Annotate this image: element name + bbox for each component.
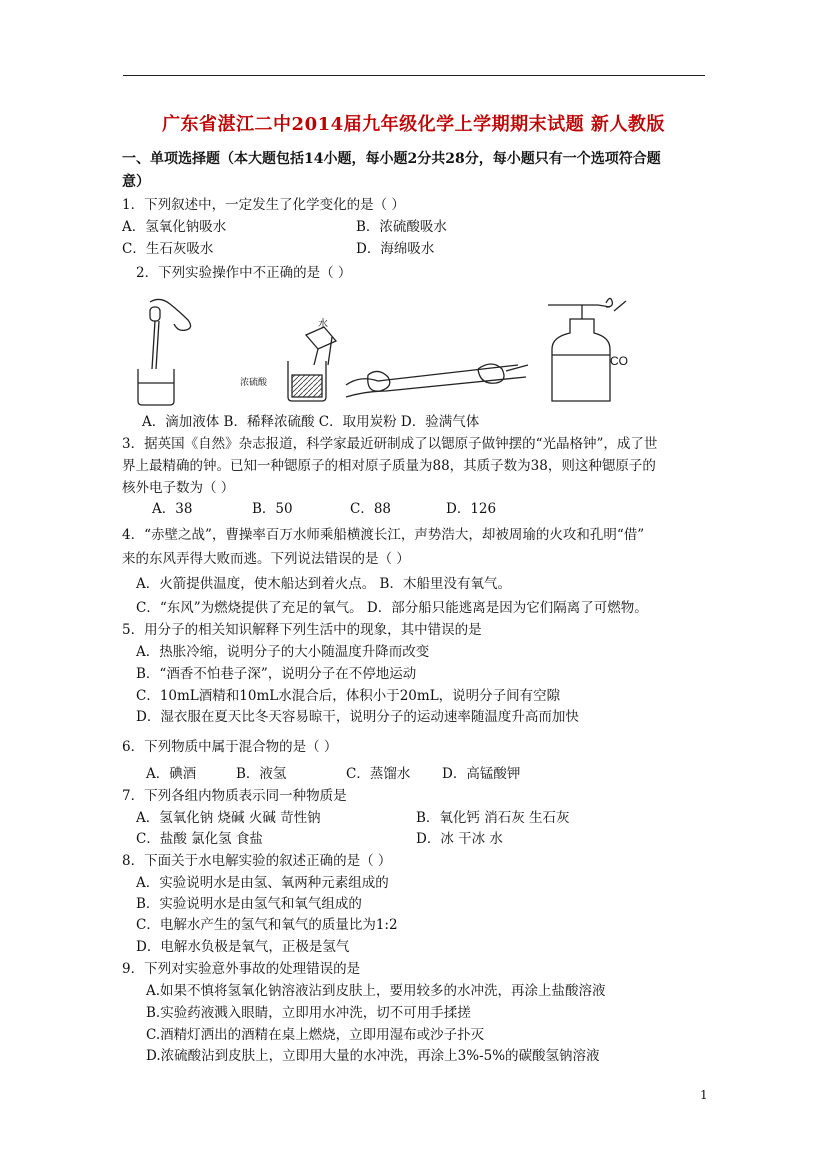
q3-option-b: B．50 <box>252 501 293 517</box>
q3-option-a: A．38 <box>152 501 193 517</box>
q2-stem: 2．下列实验操作中不正确的是（ ） <box>136 265 352 281</box>
q7-option-d: D．冰 干冰 水 <box>416 831 503 847</box>
q3-line1: 3．据英国《自然》杂志报道，科学家最近研制成了以锶原子做钟摆的“光晶格钟”，成了世 <box>122 436 658 452</box>
q5-option-d: D．湿衣服在夏天比冬天容易晾干，说明分子的运动速率随温度升高而加快 <box>136 709 579 725</box>
q8-option-d: D．电解水负极是氧气，正极是氢气 <box>136 939 350 955</box>
q6-option-c: C．蒸馏水 <box>346 766 411 782</box>
q6-stem: 6．下列物质中属于混合物的是（ ） <box>122 739 338 755</box>
q1-stem: 1．下列叙述中，一定发生了化学变化的是（ ） <box>122 197 405 213</box>
q2-options: A．滴加液体 B．稀释浓硫酸 C．取用炭粉 D．验满气体 <box>142 414 480 430</box>
q9-option-c: C.酒精灯洒出的酒精在桌上燃烧，立即用湿布或沙子扑灭 <box>146 1027 485 1043</box>
label-co: CO <box>610 354 628 368</box>
powder-illustration <box>346 364 528 397</box>
q5-option-c: C．10mL酒精和10mL水混合后，体积小于20mL，说明分子间有空隙 <box>136 688 561 704</box>
q5-stem: 5．用分子的相关知识解释下列生活中的现象，其中错误的是 <box>122 622 482 638</box>
label-conc-acid: 浓硫酸 <box>240 378 268 388</box>
header-rule <box>123 75 705 76</box>
page-number: 1 <box>700 1088 708 1102</box>
q3-line2: 界上最精确的钟。已知一种锶原子的相对原子质量为88，其质子数为38，则这种锶原子的 <box>122 458 656 474</box>
q7-stem: 7．下列各组内物质表示同一种物质是 <box>122 788 347 804</box>
q8-option-c: C．电解水产生的氢气和氧气的质量比为1:2 <box>136 917 398 933</box>
q3-option-c: C．88 <box>350 501 392 517</box>
q5-option-a: A．热胀冷缩，说明分子的大小随温度升降而改变 <box>136 644 430 660</box>
q8-option-b: B．实验说明水是由氢气和氧气组成的 <box>136 896 362 912</box>
q9-option-b: B.实验药液溅入眼睛，立即用水冲洗，切不可用手揉搓 <box>146 1005 471 1021</box>
dropper-illustration <box>138 299 191 405</box>
q1-option-d: D．海绵吸水 <box>356 241 435 257</box>
q9-option-d: D.浓硫酸沾到皮肤上，立即用大量的水冲洗，再涂上3%-5%的碳酸氢钠溶液 <box>146 1048 600 1064</box>
q4-options-ab: A．火箭提供温度，使木船达到着火点。 B．木船里没有氧气。 <box>136 576 511 592</box>
q7-option-c: C．盐酸 氯化氢 食盐 <box>136 831 263 847</box>
q9-option-a: A.如果不慎将氢氧化钠溶液沾到皮肤上，要用较多的水冲洗，再涂上盐酸溶液 <box>146 983 606 999</box>
q1-option-b: B．浓硫酸吸水 <box>356 219 447 235</box>
gas-bottle-illustration <box>548 298 626 401</box>
q1-option-c: C．生石灰吸水 <box>122 241 214 257</box>
section-heading: 一、单项选择题（本大题包括14小题，每小题2分共28分，每小题只有一个选项符合题 <box>122 151 661 167</box>
q8-stem: 8．下面关于水电解实验的叙述正确的是（ ） <box>122 853 392 869</box>
q4-line1: 4．“赤壁之战”，曹操率百万水师乘船横渡长江，声势浩大，却被周瑜的火攻和孔明“借” <box>122 527 645 543</box>
page-title: 广东省湛江二中2014届九年级化学上学期期末试题 新人教版 <box>162 114 665 135</box>
q6-option-b: B．液氢 <box>236 766 287 782</box>
dilution-illustration <box>288 327 336 401</box>
q3-line3: 核外电子数为（ ） <box>122 480 235 496</box>
q4-options-cd: C．“东风”为燃烧提供了充足的氧气。 D．部分船只能逃离是因为它们隔离了可燃物。 <box>136 600 648 616</box>
section-heading-cont: 意） <box>122 174 150 190</box>
q6-option-a: A．碘酒 <box>146 766 197 782</box>
q2-figure <box>128 297 648 409</box>
q1-option-a: A．氢氧化钠吸水 <box>122 219 227 235</box>
q7-option-b: B．氧化钙 消石灰 生石灰 <box>416 810 570 826</box>
q9-stem: 9．下列对实验意外事故的处理错误的是 <box>122 961 361 977</box>
q6-option-d: D．高锰酸钾 <box>442 766 521 782</box>
q8-option-a: A．实验说明水是由氢、氧两种元素组成的 <box>136 875 389 891</box>
q7-option-a: A．氢氧化钠 烧碱 火碱 苛性钠 <box>136 810 321 826</box>
label-water: 水 <box>318 319 328 330</box>
q4-line2: 来的东风弄得大败而逃。下列说法错误的是（ ） <box>122 551 410 567</box>
q5-option-b: B．“酒香不怕巷子深”，说明分子在不停地运动 <box>136 666 417 682</box>
q3-option-d: D．126 <box>446 501 497 517</box>
